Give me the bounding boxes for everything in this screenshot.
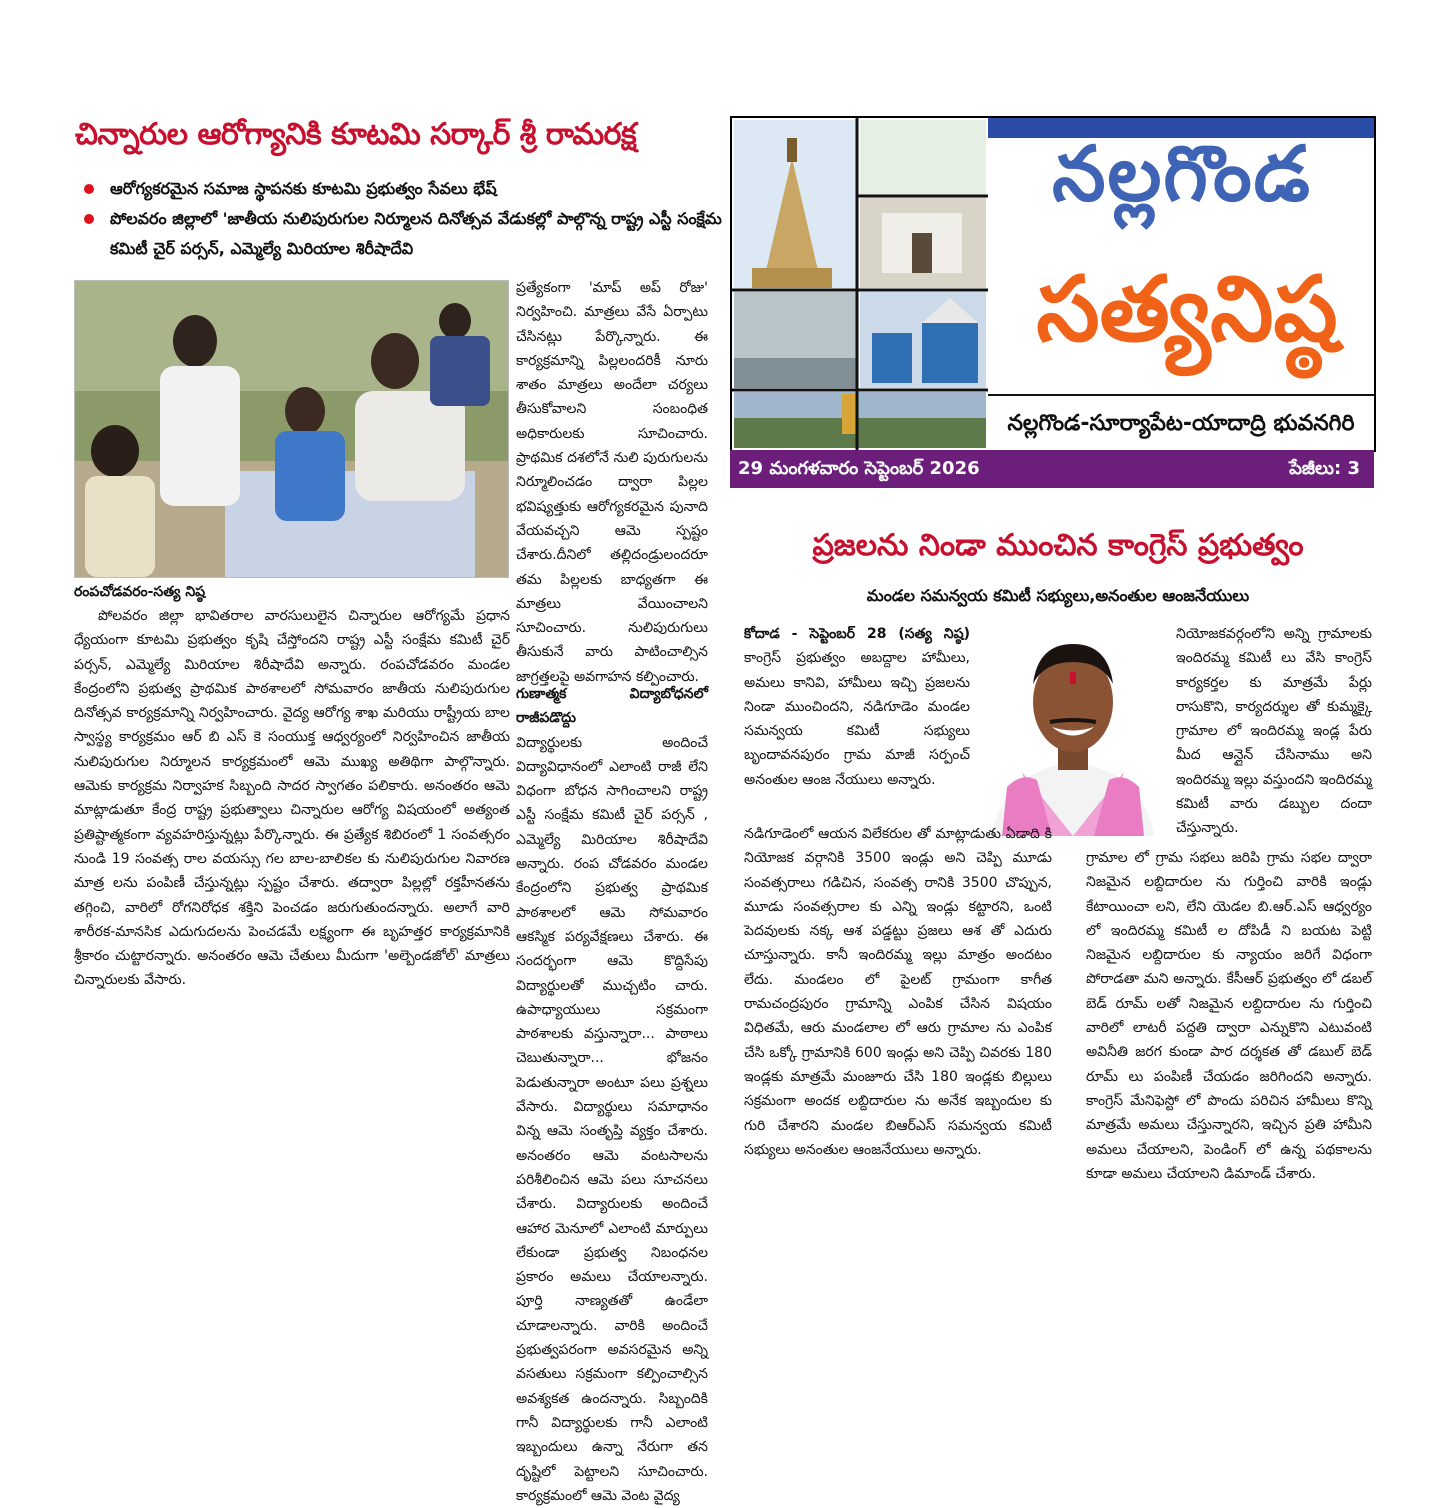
bullet-text: ఆరోగ్యకరమైన సమాజ స్థాపనకు కూటమి ప్రభుత్వం సేవలు భేష్: [110, 179, 497, 198]
left-article-column-2-continued: [516, 682, 708, 1508]
masthead-region-line: నల్లగొండ-సూర్యాపేట-యాదాద్రి భువనగిరి: [988, 394, 1374, 452]
article-paragraph: ప్రత్యేకంగా 'మాప్ అప్ రోజు' నిర్వహించి. మాత్రలు వేసే ఏర్పాటు చేసినట్లు పేర్కొన్నారు. ఈ కార్యక్రమాన్ని పిల్లలందరికీ నూరు శాతం మాత్రలు అందేలా చర్యలు తీసుకోవాలని సంబంధిత అధికారులకు సూచించారు. ప్రాథమిక దశలోనే నులి పురుగులను నిర్మూలించడం ద్వారా పిల్లల భవిష్యత్తుకు ఆరోగ్యకరమైన పునాది వేయవచ్చని ఆమె స్పష్టం చేశారు.దీనిలో తల్లిదండ్రులందరూ తమ పిల్లలకు బాధ్యతగా ఈ మాత్రలు వేయించాలని సూచించారు. నులిపురుగులు తీసుకునే వారు పాటించాల్సిన జాగ్రత్తలపై అవగాహన కల్పించారు.: [516, 280, 708, 685]
article-paragraph: నియోజకవర్గంలోని అన్ని గ్రామాలకు ఇందిరమ్మ కమిటీ లు వేసి కాంగ్రెస్ కార్యకర్తల కు మాత్రమే పేర్లు రాసుకొని, కార్యదర్శుల తో కుమ్మక్కై గ్రామాల లో ఇందిరమ్మ ఇండ్ల పేరు మీద ఆన్లైన్ చేసినాము అని ఇందిరమ్మ ఇల్లు వస్తుందని ఇందిరమ్మ కమిటీ వారు డబ్బుల దందా చేస్తున్నారు.: [1176, 626, 1372, 837]
bullet-dot-icon: [84, 214, 94, 224]
right-article-column-2-continued: [1086, 846, 1372, 1186]
leader-portrait-photo: [982, 622, 1164, 836]
deworming-event-photo: [74, 280, 509, 578]
date-bar: [730, 450, 1374, 488]
left-article-column-2: [516, 276, 708, 689]
masthead-title-nalgonda: నల్లగొండ: [1052, 129, 1312, 218]
right-article-headline: ప్రజలను నిండా ముంచిన కాంగ్రెస్ ప్రభుత్వం: [812, 528, 1304, 563]
right-article-column-1: [744, 622, 970, 792]
newspaper-masthead: [730, 116, 1376, 452]
article-text: కాంగ్రెస్ ప్రభుత్వం అబద్దాల హామీలు, అమలు కానివి, హామీలు ఇచ్చి ప్రజలను నిండా ముంచిందని, నడిగూడెం మండల సమన్వయ కమిటీ సభ్యులు బృందావనపురం గ్రామ మాజీ సర్పంచ్ అనంతుల ఆంజ నేయులు అన్నారు.: [744, 650, 970, 788]
article-paragraph: [744, 622, 970, 792]
right-article-column-1-continued: [744, 822, 1052, 1162]
article-paragraph: పోలవరం జిల్లా భావితరాల వారసులులైన చిన్నారుల ఆరోగ్యమే ప్రధాన ధ్యేయంగా కూటమి ప్రభుత్వం కృషి చేస్తోందని రాష్ట్ర ఎస్టీ సంక్షేమ కమిటీ చైర్ పర్సన్, ఎమ్మెల్యే మిరియాల శిరీషాదేవి అన్నారు. రంపచోడవరం మండల కేంద్రంలోని ప్రభుత్వ ప్రాథమిక పాఠశాలలో సోమవారం జాతీయ నులిపురుగుల దినోత్సవ కార్యక్రమాన్ని నిర్వహించారు. వైద్య ఆరోగ్య శాఖ మరియు రాష్ట్రీయ బాల స్వాస్థ్య కార్యక్రమం ఆర్ బి ఎస్ కె సంయుక్త ఆధ్వర్యంలో నిర్వహించిన జాతీయ నులిపురుగుల నిర్మూలన కార్యక్రమంలో ఆమె ముఖ్య అతిథిగా పాల్గొన్నారు. ఆమెకు కార్యక్రమ నిర్వాహక సిబ్బంది సాదర స్వాగతం పలికారు. అనంతరం ఆమె మాట్లాడుతూ కేంద్ర రాష్ట్ర ప్రభుత్వాలు చిన్నారుల ఆరోగ్య విషయంలో అత్యంత ప్రతిష్టాత్మకంగా వ్యవహరిస్తున్నట్లు పేర్కొన్నారు. ఈ ప్రత్యేక శిబిరంలో 1 సంవత్సరం నుండి 19 సంవత్స రాల వయస్సు గల బాల-బాలికల కు నులిపురుగుల నివారణ మాత్ర లను పంపిణీ చేస్తున్నట్లు స్పష్టం చేశారు. తద్వారా పిల్లల్లో రక్తహీనతను తగ్గించి, వారిలో రోగనిరోధక శక్తిని పెంచడం జరుగుతుందన్నారు. అలాగే వారి శారీరక-మానసిక ఎదుగుదలను పెంచడమే లక్ష్యంగా ఈ బృహత్తర కార్యక్రమానికి శ్రీకారం చుట్టారన్నారు. అనంతరం ఆమె చేతులు మీదుగా 'అల్బెండజోల్' మాత్రలు చిన్నారులకు వేసారు.: [74, 608, 510, 989]
article-paragraph: నడిగూడెంలో ఆయన విలేకరుల తో మాట్లాడుతు ఏడాది కి నియోజక వర్గానికి 3500 ఇండ్లు అని చెప్పి మూడు సంవత్సరాలు గడిచిన, సంవత్స రానికి 3500 చొప్పున, మూడు సంవత్సరాల కు ఎన్ని ఇండ్లు కట్టారని, ఒంటి పెదవులకు నక్క ఆశ పడ్డట్టు ప్రజలు ఆశ తో ఎదురు చూస్తున్నారు. కానీ ఇందిరమ్మ ఇల్లు మాత్రం అందటం లేదు. మండలం లో పైలట్ గ్రామంగా కాగీత రామచంద్రపురం గ్రామాన్ని ఎంపిక చేసిన విషయం విధితమే, ఆరు మండలాల లో ఆరు గ్రామాల ను ఎంపిక చేసి ఒక్కో గ్రామానికి 600 ఇండ్లు అని చెప్పి చివరకు 180 ఇండ్లకు మాత్రమే మంజూరు చేసి 180 ఇండ్లకు బిల్లులు సక్రమంగా అందక లబ్దిదారుల ను అనేక ఇబ్బందుల కు గురి చేశారని మండల బిఆర్ఎస్ సమన్వయ కమిటీ సభ్యులు అనంతుల ఆంజనేయులు అన్నారు.: [744, 826, 1052, 1158]
page-number: పేజీలు: 3: [1289, 458, 1360, 479]
article-subheading: గుణాత్మక విద్యాబోధనలో రాజీపడొద్దు: [516, 686, 708, 727]
article-paragraph: విద్యార్థులకు అందించే విద్యావిధానంలో ఎలాంటి రాజీ లేని విధంగా బోధన సాగించాలని రాష్ట్ర ఎస్టీ సంక్షేమ కమిటీ చైర్ పర్సన్ , ఎమ్మెల్యే మిరియాల శిరీషాదేవి అన్నారు. రంప చోడవరం మండల కేంద్రంలోని ప్రభుత్వ ప్రాథమిక పాఠశాలలో ఆమె సోమవారం ఆకస్మిక పర్యవేక్షణలు చేశారు. ఈ సందర్భంగా ఆమె కొద్దిసేపు విద్యార్థులతో ముచ్చటిం చారు. ఉపాధ్యాయులు సక్రమంగా పాఠశాలకు వస్తున్నారా... పాఠాలు చెబుతున్నారా... భోజనం పెడుతున్నారా అంటూ పలు ప్రశ్నలు వేసారు. విద్యార్థులు సమాధానం విన్న ఆమె సంతృప్తి వ్యక్తం చేశారు. అనంతరం ఆమె వంటసాలను పరిశీలించిన ఆమె పలు సూచనలు చేశారు. విద్యారులకు అందించే ఆహార మెనూలో ఎలాంటి మార్పులు లేకుండా ప్రభుత్వ నిబంధనల ప్రకారం అమలు చేయాలన్నారు. పూర్తి నాణ్యతతో ఉండేలా చూడాలన్నారు. వారికి అందించే ప్రభుత్వపరంగా అవసరమైన అన్ని వసతులు సక్రమంగా కల్పించాల్సిన అవశ్యకత ఉందన్నారు. సిబ్బందికి గానీ విద్యార్థులకు గానీ ఎలాంటి ఇబ్బందులు ఉన్నా నేరుగా తన దృష్టిలో పెట్టాలని సూచించారు. కార్యక్రమంలో ఆమె వెంట వైద్య: [516, 734, 708, 1504]
bullet-text: పోలవరం జిల్లాలో 'జాతీయ నులిపురుగుల నిర్మూలన దినోత్సవ వేడుకల్లో పాల్గొన్న రాష్ట్ర ఎస్టీ సంక్షేమ కమిటీ చైర్ పర్సన్, ఎమ్మెల్యే మిరియాల శిరీషాదేవి: [110, 209, 722, 258]
issue-date: 29 మంగళవారం సెప్టెంబర్ 2026: [738, 458, 980, 479]
left-article-column-1: [74, 604, 510, 993]
left-article-bullets: [82, 174, 722, 264]
leader-portrait-illustration: [982, 622, 1164, 836]
bullet-dot-icon: [84, 184, 94, 194]
masthead-title-satyanishta: సత్యనిష్ఠ: [1036, 257, 1338, 362]
left-article-headline: చిన్నారుల ఆరోగ్యానికి కూటమి సర్కార్ శ్రీ రామరక్ష: [75, 117, 637, 152]
masthead-photo-collage: [732, 118, 988, 450]
right-article-dateline: కోదాడ - సెప్టెంబర్ 28 (సత్య నిష్ఠ): [744, 626, 970, 642]
article-paragraph: గ్రామాల లో గ్రామ సభలు జరిపి గ్రామ సభల ద్వారా నిజమైన లబ్దిదారుల ను గుర్తించి వారికి ఇండ్లు కేటాయించా లని, లేని యెడల బి.ఆర్.ఎస్ ఆధ్వర్యం లో ఇందిరమ్మ కమిటీ ల దోపిడీ ని బయట పెట్టి నిజమైన లబ్దిదారుల కు న్యాయం జరిగే విధంగా పోరాడతా మని అన్నారు. కేసీఆర్ ప్రభుత్వం లో డబల్ బెడ్ రూమ్ లతో నిజమైన లబ్దిదారుల ను గుర్తించి వారిలో లాటరీ పద్దతి ద్వారా ఎన్నుకొని ఎటువంటి అవినీతి జరగ కుండా పార దర్శకత తో డబుల్ బెడ్ రూమ్ లు పంపిణీ చేయడం జరిగిందని అన్నారు. కాంగ్రెస్ మేనిఫెస్టో లో పొందు పరిచిన హామీలు కొన్ని మాత్రమే అమలు చేస్తున్నారని, ఇచ్చిన ప్రతి హామీని అమలు చేయాలని, పెండింగ్ లో ఉన్న పథకాలను కూడా అమలు చేయాలని డిమాండ్ చేశారు.: [1086, 850, 1372, 1182]
right-article-column-2: [1176, 622, 1372, 841]
left-article-dateline: రంపచోడవరం-సత్య నిష్ఠ: [74, 584, 206, 600]
right-article-subheadline: మండల సమన్వయ కమిటీ సభ్యులు,అనంతుల ఆంజనేయులు: [866, 586, 1250, 605]
bullet-point: [82, 174, 722, 204]
bullet-point: [82, 204, 722, 264]
deworming-event-photo-illustration: [75, 281, 508, 577]
temple-collage-illustration: [732, 118, 988, 450]
